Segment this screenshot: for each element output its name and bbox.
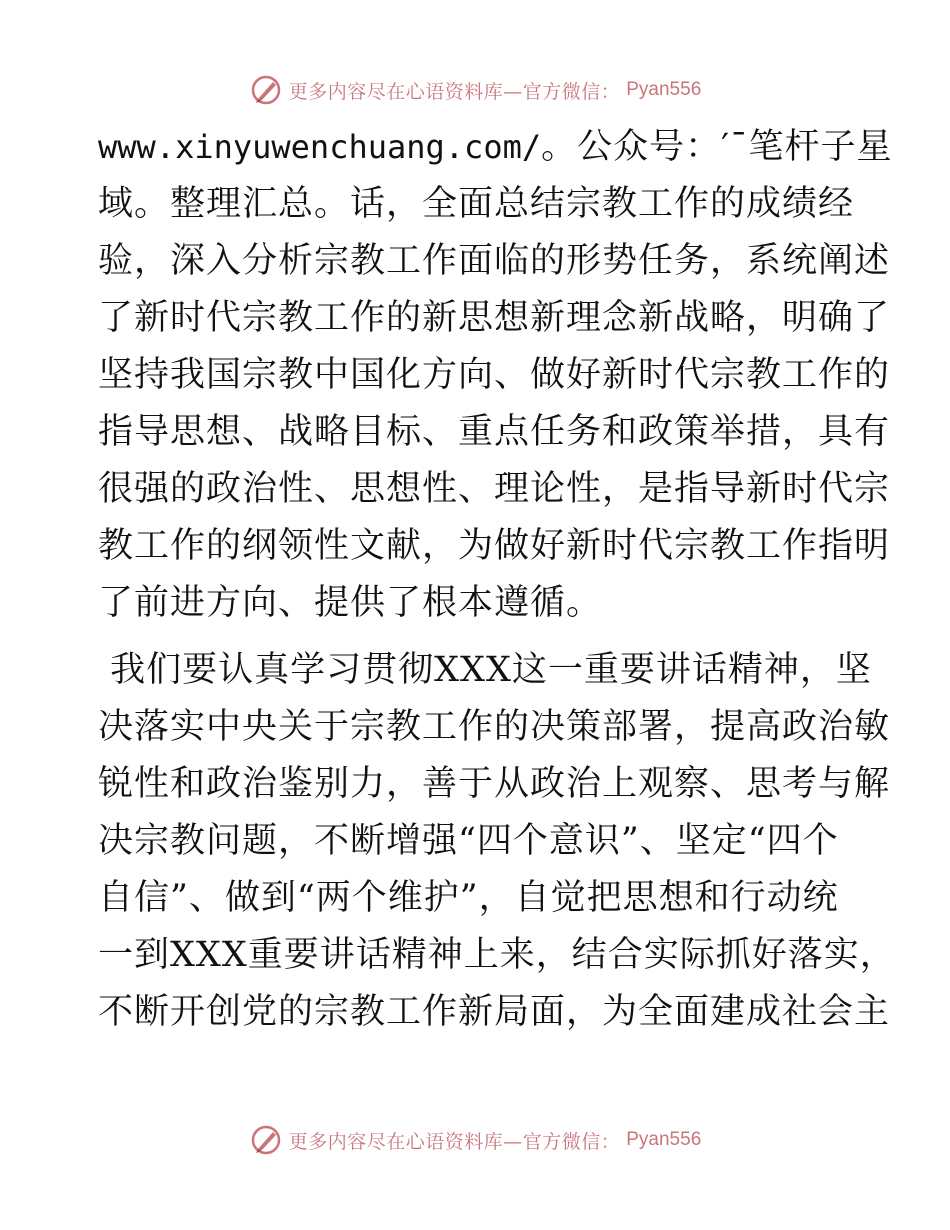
- text-line: 了前进方向、提供了根本遵循。: [98, 583, 603, 623]
- header-watermark: [0, 70, 950, 110]
- text-line: 我们要认真学习贯彻XXX这一重要讲话精神，坚: [98, 650, 872, 690]
- text-line: 指导思想、战略目标、重点任务和政策举措，具有: [98, 412, 891, 452]
- pen-logo-icon: [249, 1123, 283, 1157]
- watermark-wechat-id: Pyan556: [626, 79, 702, 100]
- text-line-rest: 。公众号：′¯笔杆子星: [541, 127, 893, 167]
- paragraph-spacer: [98, 632, 858, 642]
- text-line: [98, 119, 893, 176]
- text-line: 教工作的纲领性文献，为做好新时代宗教工作指明: [98, 526, 891, 566]
- text-line: 决宗教问题，不断增强“四个意识”、坚定“四个: [98, 821, 839, 861]
- text-line: 一到XXX重要讲话精神上来，结合实际抓好落实，: [98, 935, 896, 975]
- watermark-wechat-id: Pyan556: [626, 1129, 702, 1150]
- watermark-text: 更多内容尽在心语资料库—官方微信：: [288, 80, 621, 103]
- text-line: 坚持我国宗教中国化方向、做好新时代宗教工作的: [98, 355, 891, 395]
- text-line: 验，深入分析宗教工作面临的形势任务，系统阐述: [98, 241, 891, 281]
- document-body: [98, 119, 896, 1041]
- text-line: 自信”、做到“两个维护”，自觉把思想和行动统: [98, 878, 839, 918]
- pen-logo-icon: [249, 73, 283, 107]
- text-line: 决落实中央关于宗教工作的决策部署，提高政治敏: [98, 707, 891, 747]
- footer-watermark: [0, 1120, 950, 1160]
- text-line: 锐性和政治鉴别力，善于从政治上观察、思考与解: [98, 764, 891, 804]
- text-line: 不断开创党的宗教工作新局面，为全面建成社会主: [98, 992, 891, 1032]
- watermark-text: 更多内容尽在心语资料库—官方微信：: [288, 1130, 621, 1153]
- text-line: 很强的政治性、思想性、理论性，是指导新时代宗: [98, 469, 891, 509]
- website-url: www.xinyuwenchuang.com/: [98, 128, 542, 166]
- text-line: 域。整理汇总。话，全面总结宗教工作的成绩经: [98, 184, 855, 224]
- text-line: 了新时代宗教工作的新思想新理念新战略，明确了: [98, 298, 891, 338]
